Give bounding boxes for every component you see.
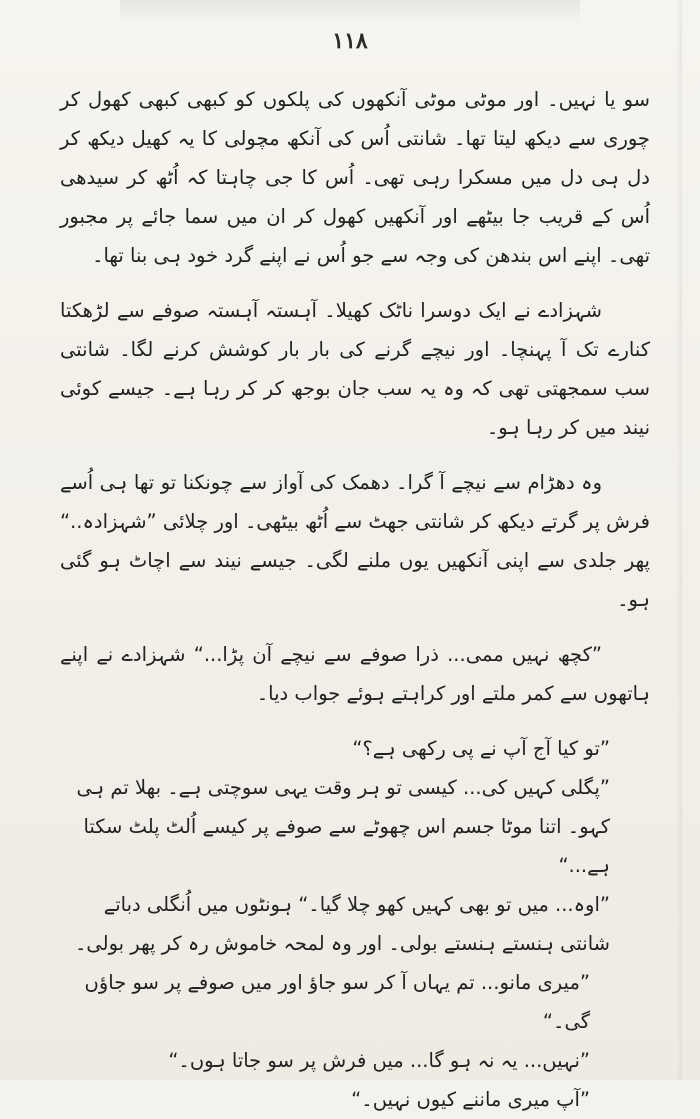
dialogue-line-1: ”تو کیا آج آپ نے پی رکھی ہے؟“ xyxy=(352,737,610,760)
body-text xyxy=(60,80,650,1119)
scan-shadow xyxy=(120,0,580,22)
dialogue-line-4: ”میری مانو... تم یہاں آ کر سو جاؤ اور میں صوفے پر سو جاؤں گی۔“ xyxy=(84,971,590,1033)
page-edge-shade xyxy=(676,0,682,1080)
dialogue-line-6: ”آپ میری ماننے کیوں نہیں۔“ xyxy=(351,1088,590,1111)
paragraph-1: سو یا نہیں۔ اور موٹی موٹی آنکھوں کی پلکوں کو کبھی کبھی کھول کر چوری سے دیکھ لیتا تھا۔ شانتی اُس کی آنکھ مچولی کا یہ کھیل دیکھ کر دل ہی دل میں مسکرا رہی تھی۔ اُس کا جی چاہتا کہ اُٹھ کر سیدھی اُس کے قریب جا بیٹھے اور آنکھیں کھول کر ان میں سما جائے پر مجبور تھی۔ اپنے اس بندھن کی وجہ سے جو اُس نے اپنے گرد خود ہی بنا تھا۔ xyxy=(60,88,650,267)
paragraph-4: ”کچھ نہیں ممی... ذرا صوفے سے نیچے آن پڑا...“ شہزادے نے اپنے ہاتھوں سے کمر ملتے اور کراہتے ہوئے جواب دیا۔ xyxy=(60,643,650,705)
page-number: ۱۱۸ xyxy=(332,28,368,54)
dialogue-line-2: ”پگلی کہیں کی... کیسی تو ہر وقت یہی سوچتی ہے۔ بھلا تم ہی کہو۔ اتنا موٹا جسم اس چھوٹے سے صوفے پر کیسے اُلٹ پلٹ سکتا ہے...“ xyxy=(76,776,610,877)
paragraph-3: وہ دھڑام سے نیچے آ گرا۔ دھمک کی آواز سے چونکنا تو تھا ہی اُسے فرش پر گرتے دیکھ کر شانتی جھٹ سے اُٹھ بیٹھی۔ اور چلائی ”شہزادہ..“ پھر جلدی سے اپنی آنکھیں یوں ملنے لگی۔ جیسے نیند سے اچاٹ ہو گئی ہو۔ xyxy=(60,471,650,611)
dialogue-line-5: ”نہیں... یہ نہ ہو گا... میں فرش پر سو جاتا ہوں۔“ xyxy=(168,1049,590,1072)
paragraph-2: شہزادے نے ایک دوسرا ناٹک کھیلا۔ آہستہ آہستہ صوفے سے لڑھکتا کنارے تک آ پہنچا۔ اور نیچے گرنے کی بار بار کوشش کرنے لگا۔ شانتی سب سمجھتی تھی کہ وہ یہ سب جان بوجھ کر کر رہا ہے۔ جیسے کوئی نیند میں کر رہا ہو۔ xyxy=(60,299,650,439)
dialogue-line-3: ”اوہ... میں تو بھی کہیں کھو چلا گیا۔“ ہونٹوں میں اُنگلی دباتے شانتی ہنستے ہنستے بولی۔ اور وہ لمحہ خاموش رہ کر پھر بولی۔ xyxy=(74,893,610,955)
